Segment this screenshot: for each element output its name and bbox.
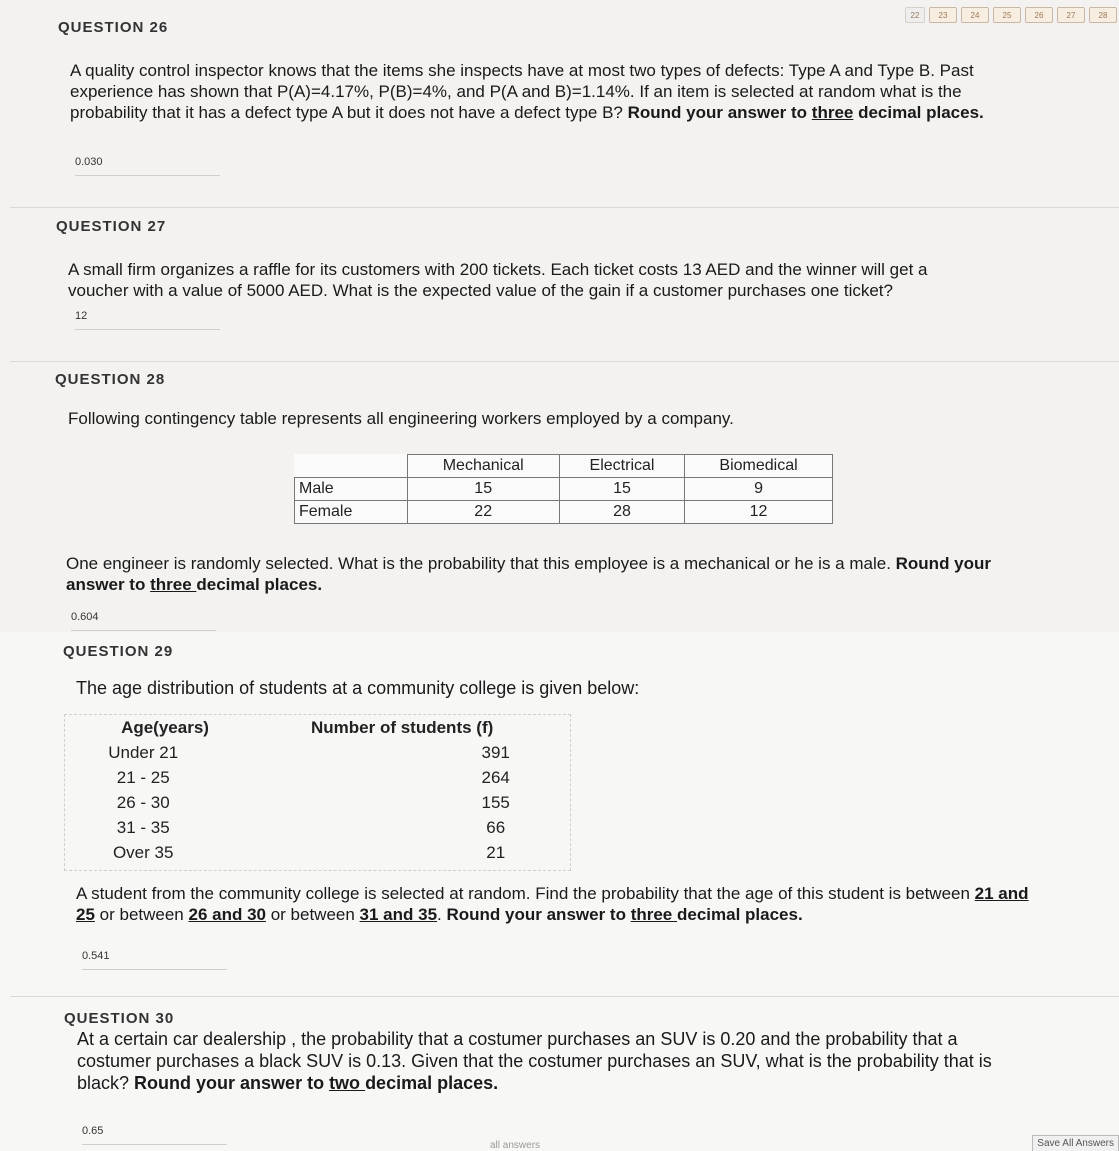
age-cell: 26 - 30 xyxy=(116,792,170,812)
table-row xyxy=(65,765,570,790)
question-26-body: A quality control inspector knows that the items she inspects have at most two types of defects: Type A and Type B. Past experience has shown that P(A)=4.17%, P(B)=4%, and P(A and B)=1.14%. If an item is selected at random what is the probability that it has a defect type A but it does not have a defect type B? xyxy=(70,61,974,122)
question-29-body: A student from the community college is selected at random. Find the probability that the age of this student is between xyxy=(76,884,975,903)
table-column-header: Mechanical xyxy=(407,455,559,478)
nav-page-button[interactable]: 26 xyxy=(1025,7,1053,23)
question-30-round-instruction xyxy=(134,1073,498,1093)
table-header-row xyxy=(295,455,833,478)
question-28-text xyxy=(66,553,996,595)
round-text-end: decimal places. xyxy=(196,575,323,594)
table-row xyxy=(65,740,570,765)
count-cell: 21 xyxy=(486,842,506,862)
age-cell: Under 21 xyxy=(108,742,179,762)
round-precision: three xyxy=(630,905,677,924)
nav-page-button[interactable]: 27 xyxy=(1057,7,1085,23)
question-28-body: One engineer is randomly selected. What is the probability that this employee is a mechanical or he is a male. xyxy=(66,554,896,573)
table-row-label: Female xyxy=(295,501,408,524)
range-26-30: 26 and 30 xyxy=(188,905,266,924)
table-row xyxy=(295,478,833,501)
question-29-body: or between xyxy=(94,905,189,924)
round-text: Round your answer to xyxy=(446,905,631,924)
divider xyxy=(10,361,1119,362)
nav-page-button[interactable]: 28 xyxy=(1089,7,1117,23)
range-21-25: 21 and 25 xyxy=(76,884,1029,924)
question-29-body: . xyxy=(437,905,447,924)
round-precision: three xyxy=(150,575,197,594)
question-28-answer-field[interactable]: 0.604 xyxy=(71,611,216,631)
save-all-answers-button[interactable]: Save All Answers xyxy=(1032,1135,1119,1151)
question-27-text: A small firm organizes a raffle for its customers with 200 tickets. Each ticket costs 13 AED and the winner will get a voucher with a value of 5000 AED. What is the expected value of the gain if a customer purchases one ticket? xyxy=(68,260,928,300)
age-cell: Over 35 xyxy=(112,842,174,862)
round-text: Round your answer to xyxy=(627,103,812,122)
table-column-header: Electrical xyxy=(559,455,684,478)
table-row xyxy=(65,840,570,865)
table-cell: 15 xyxy=(559,478,684,501)
round-text: Round your answer to xyxy=(134,1073,330,1093)
divider xyxy=(10,996,1119,997)
nav-page-button[interactable]: 22 xyxy=(905,7,925,23)
question-27-heading: QUESTION 27 xyxy=(56,218,167,235)
question-30-heading: QUESTION 30 xyxy=(64,1010,175,1027)
question-27-answer-field[interactable]: 12 xyxy=(75,310,220,330)
question-30-answer-field[interactable]: 0.65 xyxy=(82,1125,227,1145)
round-text-end: decimal places. xyxy=(365,1073,499,1093)
question-29-body: or between xyxy=(265,905,360,924)
age-cell: 31 - 35 xyxy=(116,817,170,837)
count-cell: 264 xyxy=(481,767,510,787)
round-precision: three xyxy=(811,103,854,122)
table-cell: 22 xyxy=(407,501,559,524)
count-cell: 391 xyxy=(481,742,510,762)
question-30-body: At a certain car dealership , the probability that a costumer purchases an SUV is 0.20 and the probability that a costumer purchases a black SUV is 0.13. Given that the costumer purchases an SUV, what is the probability that is black? xyxy=(77,1029,992,1093)
round-text: Round your answer to xyxy=(66,554,992,594)
table-row xyxy=(65,790,570,815)
question-29-intro: The age distribution of students at a community college is given below: xyxy=(76,678,640,698)
count-header: Number of students (f) xyxy=(311,717,494,737)
footer-note: all answers xyxy=(490,1140,541,1151)
question-28-heading: QUESTION 28 xyxy=(55,371,166,388)
table-cell: 9 xyxy=(685,478,833,501)
question-30-text xyxy=(77,1028,1012,1094)
nav-page-button[interactable]: 23 xyxy=(929,7,957,23)
age-distribution-table xyxy=(64,714,571,871)
table-column-header: Biomedical xyxy=(685,455,833,478)
question-29-text xyxy=(76,883,1036,925)
question-26-text xyxy=(70,60,1035,123)
table-cell: 12 xyxy=(685,501,833,524)
contingency-table xyxy=(294,454,833,524)
question-29-answer-field[interactable]: 0.541 xyxy=(82,950,227,970)
round-text-end: decimal places. xyxy=(853,103,984,122)
nav-page-button[interactable]: 25 xyxy=(993,7,1021,23)
count-cell: 66 xyxy=(486,817,506,837)
nav-page-button[interactable]: 24 xyxy=(961,7,989,23)
table-row xyxy=(65,815,570,840)
age-table-header xyxy=(65,715,570,740)
round-precision: two xyxy=(329,1073,366,1093)
question-nav xyxy=(905,0,1119,30)
question-26-answer-field[interactable]: 0.030 xyxy=(75,156,220,176)
table-row xyxy=(295,501,833,524)
count-cell: 155 xyxy=(481,792,510,812)
table-cell: 28 xyxy=(559,501,684,524)
question-26-round-instruction xyxy=(628,103,984,122)
age-header: Age(years) xyxy=(121,717,209,737)
question-29-round-instruction xyxy=(447,905,803,924)
question-28-intro: Following contingency table represents all engineering workers employed by a company. xyxy=(68,409,734,428)
table-cell: 15 xyxy=(407,478,559,501)
divider xyxy=(10,207,1119,208)
table-corner-cell xyxy=(295,455,408,478)
question-26-heading: QUESTION 26 xyxy=(58,19,169,36)
age-cell: 21 - 25 xyxy=(116,767,170,787)
question-29-heading: QUESTION 29 xyxy=(63,643,174,660)
round-text-end: decimal places. xyxy=(676,905,803,924)
table-row-label: Male xyxy=(295,478,408,501)
range-31-35: 31 and 35 xyxy=(359,905,438,924)
